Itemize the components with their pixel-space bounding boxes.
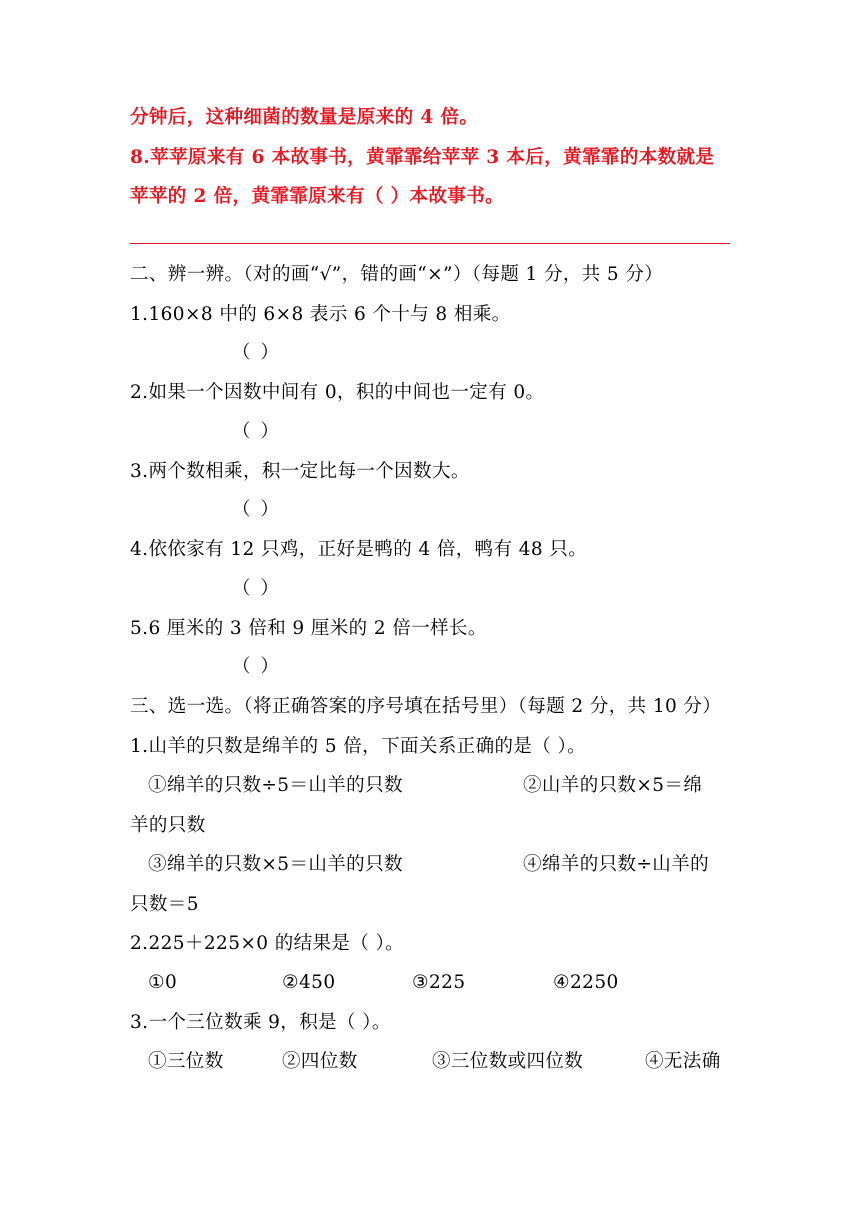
choice-q1-option-d[interactable]: ④绵羊的只数÷山羊的 bbox=[523, 854, 710, 875]
judge-item-2: 2.如果一个因数中间有 0，积的中间也一定有 0。 bbox=[130, 382, 545, 403]
choice-q3-option-c[interactable]: ③三位数或四位数 bbox=[432, 1051, 584, 1072]
judge-item-1: 1.160×8 中的 6×8 表示 6 个十与 8 相乘。 bbox=[130, 304, 511, 325]
red-question-8-line-1: 8.苹苹原来有 6 本故事书，黄霏霏给苹苹 3 本后，黄霏霏的本数就是 bbox=[130, 147, 715, 168]
answer-paren-5[interactable]: （ ） bbox=[232, 656, 281, 677]
red-question-8-line-2: 苹苹的 2 倍，黄霏霏原来有（ ）本故事书。 bbox=[130, 186, 504, 207]
choice-q1-option-a[interactable]: ①绵羊的只数÷5＝山羊的只数 bbox=[148, 775, 403, 796]
answer-paren-3[interactable]: （ ） bbox=[232, 499, 281, 520]
section-2-heading: 二、辨一辨。（对的画“√”，错的画“×”）（每题 1 分，共 5 分） bbox=[130, 264, 664, 285]
answer-paren-4[interactable]: （ ） bbox=[232, 578, 281, 599]
choice-q3-option-a[interactable]: ①三位数 bbox=[148, 1051, 224, 1072]
choice-q2-option-a[interactable]: ①0 bbox=[148, 972, 178, 993]
choice-q2-option-d[interactable]: ④2250 bbox=[553, 972, 619, 993]
choice-q2-stem: 2.225＋225×0 的结果是（ ）。 bbox=[130, 933, 405, 954]
answer-paren-1[interactable]: （ ） bbox=[232, 342, 281, 363]
choice-q1-option-b-cont: 羊的只数 bbox=[130, 815, 206, 836]
choice-q1-stem: 1.山羊的只数是绵羊的 5 倍，下面关系正确的是（ ）。 bbox=[130, 736, 587, 757]
red-text-line-1: 分钟后，这种细菌的数量是原来的 4 倍。 bbox=[130, 107, 479, 128]
choice-q3-stem: 3.一个三位数乘 9，积是（ ）。 bbox=[130, 1012, 391, 1033]
choice-q3-option-b[interactable]: ②四位数 bbox=[282, 1051, 358, 1072]
red-divider bbox=[130, 243, 730, 244]
answer-paren-2[interactable]: （ ） bbox=[232, 421, 281, 442]
judge-item-4: 4.依依家有 12 只鸡，正好是鸭的 4 倍，鸭有 48 只。 bbox=[130, 539, 588, 560]
judge-item-3: 3.两个数相乘，积一定比每一个因数大。 bbox=[130, 461, 470, 482]
choice-q2-option-b[interactable]: ②450 bbox=[282, 972, 336, 993]
judge-item-5: 5.6 厘米的 3 倍和 9 厘米的 2 倍一样长。 bbox=[130, 618, 487, 639]
choice-q3-option-d[interactable]: ④无法确 bbox=[645, 1051, 721, 1072]
choice-q1-option-b[interactable]: ②山羊的只数×5＝绵 bbox=[523, 775, 703, 796]
choice-q2-option-c[interactable]: ③225 bbox=[412, 972, 466, 993]
choice-q1-option-d-cont: 只数＝5 bbox=[130, 894, 199, 915]
section-3-heading: 三、选一选。（将正确答案的序号填在括号里）（每题 2 分，共 10 分） bbox=[130, 696, 722, 717]
choice-q1-option-c[interactable]: ③绵羊的只数×5＝山羊的只数 bbox=[148, 854, 403, 875]
